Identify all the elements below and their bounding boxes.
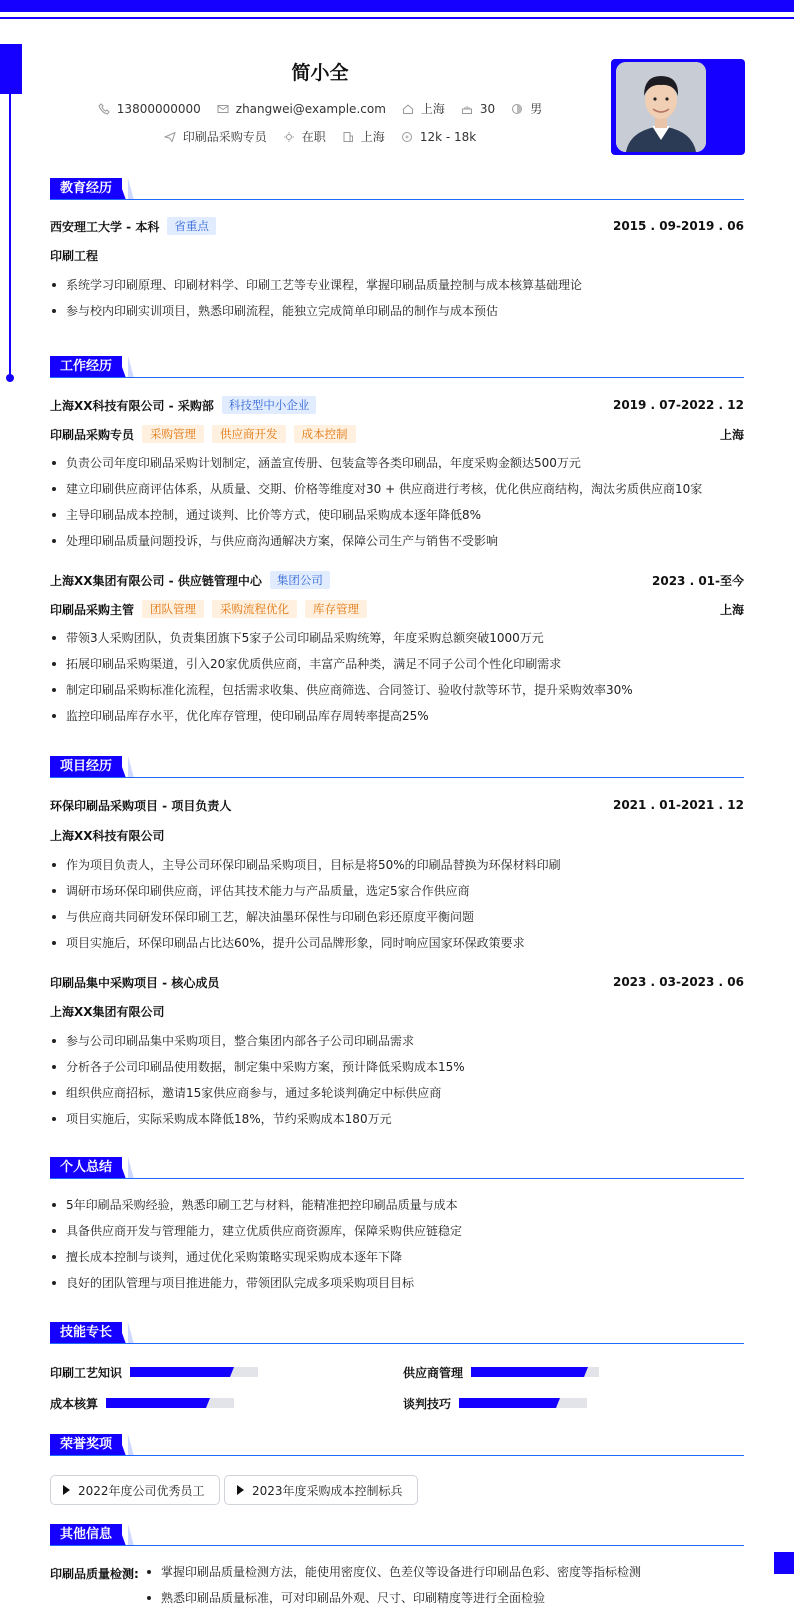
project-1-company-row: [50, 1001, 744, 1021]
work-1-role: 印刷品采购主管: [50, 602, 135, 617]
play-icon: [63, 1485, 70, 1495]
project-0-company-row: [50, 825, 744, 845]
skill-level-fill: [130, 1367, 230, 1377]
work-1-tag: 库存管理: [305, 600, 367, 618]
work-0-date: 2019 . 07-2022 . 12: [612, 398, 744, 412]
contact-gender-text: 男: [530, 102, 543, 116]
other-bullets: [145, 1562, 744, 1614]
section-education-rule: [50, 199, 744, 200]
education-bullets: [50, 275, 744, 327]
list-item: 制定印刷品采购标准化流程，包括需求收集、供应商筛选、合同签订、验收付款等环节，提升采购效率30%: [50, 680, 744, 706]
work-1-header: [50, 570, 744, 590]
list-item: 组织供应商招标，邀请15家供应商参与，通过多轮谈判确定中标供应商: [50, 1083, 744, 1109]
work-1-company: 上海XX集团有限公司 - 供应链管理中心: [50, 573, 262, 588]
profile-photo: [616, 62, 706, 152]
section-projects-tri-light: [128, 756, 134, 778]
section-other: [50, 1524, 744, 1546]
list-item: 拓展印刷品采购渠道，引入20家优质供应商，丰富产品种类，满足不同子公司个性化印刷需求: [50, 654, 744, 680]
list-item: 系统学习印刷原理、印刷材料学、印刷工艺等专业课程，掌握印刷品质量控制与成本核算基础理论: [50, 275, 744, 301]
job-intention-row: [0, 128, 640, 145]
section-work-tri: [118, 356, 126, 378]
list-item: 5年印刷品采购经验，熟悉印刷工艺与材料，能精准把控印刷品质量与成本: [50, 1195, 744, 1221]
contact-row: [0, 100, 640, 117]
top-accent-line: [0, 17, 794, 19]
work-0-company: 上海XX科技有限公司 - 采购部: [50, 398, 214, 413]
section-summary-tri-light: [128, 1157, 134, 1179]
education-school: 西安理工大学 - 本科: [50, 219, 160, 234]
list-item: 处理印刷品质量问题投诉，与供应商沟通解决方案，保障公司生产与销售不受影响: [50, 531, 744, 557]
section-skills: [50, 1322, 744, 1344]
education-date: 2015 . 09-2019 . 06: [612, 219, 744, 233]
contact-phone-text: 13800000000: [116, 101, 201, 116]
section-honors-rule: [50, 1455, 744, 1456]
status-icon: [283, 131, 295, 143]
skill-item: [50, 1393, 234, 1413]
contact-age-text: 30: [479, 101, 496, 116]
work-1-badge: 集团公司: [270, 571, 330, 589]
job-city-text: 上海: [360, 130, 385, 144]
job-position-text: 印刷品采购专员: [182, 130, 267, 144]
skill-item: [403, 1362, 599, 1382]
project-0-bullets: [50, 855, 744, 959]
work-0-tag: 采购管理: [142, 425, 204, 443]
section-honors-title: 荣誉奖项: [50, 1434, 122, 1456]
list-item: 调研市场环保印刷供应商，评估其技术能力与产品质量，选定5家合作供应商: [50, 881, 744, 907]
section-projects-tri: [118, 756, 126, 778]
skill-level-bar: [471, 1367, 599, 1377]
list-item: 作为项目负责人，主导公司环保印刷品采购项目，目标是将50%的印刷品替换为环保材料印刷: [50, 855, 744, 881]
skill-level-fill: [106, 1398, 206, 1408]
job-position: [164, 128, 267, 145]
list-item: 具备供应商开发与管理能力，建立优质供应商资源库，保障采购供应链稳定: [50, 1221, 744, 1247]
list-item: 良好的团队管理与项目推进能力，带领团队完成多项采购项目目标: [50, 1273, 744, 1299]
skill-item: [50, 1362, 258, 1382]
work-0-badge: 科技型中小企业: [222, 396, 317, 414]
building-icon: [342, 131, 354, 143]
work-1-city: 上海: [719, 602, 744, 617]
skill-level-fill: [459, 1398, 556, 1408]
section-summary-title: 个人总结: [50, 1157, 122, 1179]
award-text: 2023年度采购成本控制标兵: [252, 1483, 403, 1498]
contact-email-text: zhangwei@example.com: [235, 101, 386, 116]
job-status-text: 在职: [301, 130, 326, 144]
job-salary: [401, 130, 476, 144]
section-education-title: 教育经历: [50, 178, 122, 200]
skill-name: 供应商管理: [403, 1365, 464, 1380]
job-city: [342, 128, 385, 145]
project-0-date: 2021 . 01-2021 . 12: [612, 798, 744, 812]
work-1-bullets: [50, 628, 744, 732]
list-item: 擅长成本控制与谈判，通过优化采购策略实现采购成本逐年下降: [50, 1247, 744, 1273]
section-summary: [50, 1157, 744, 1179]
gender-icon: [511, 103, 523, 115]
section-work-tri-light: [128, 356, 134, 378]
candidate-name: 简小全: [291, 62, 349, 84]
project-1-header: [50, 972, 744, 992]
skill-name: 谈判技巧: [403, 1396, 452, 1411]
work-0-bullets: [50, 453, 744, 557]
list-item: 参与校内印刷实训项目，熟悉印刷流程，能独立完成简单印刷品的制作与成本预估: [50, 301, 744, 327]
work-0-header: [50, 395, 744, 415]
list-item: 熟悉印刷品质量标准，可对印刷品外观、尺寸、印刷精度等进行全面检验: [145, 1588, 744, 1614]
phone-icon: [98, 103, 110, 115]
section-education-tri-light: [128, 178, 134, 200]
work-0-role: 印刷品采购专员: [50, 427, 135, 442]
skill-level-bar: [106, 1398, 234, 1408]
section-other-tri: [118, 1524, 126, 1546]
skill-level-bar: [459, 1398, 587, 1408]
contact-gender: [511, 100, 542, 117]
contact-age: [461, 102, 495, 116]
contact-location: [402, 100, 445, 117]
list-item: 项目实施后，实际采购成本降低18%，节约采购成本180万元: [50, 1109, 744, 1135]
section-work-title: 工作经历: [50, 356, 122, 378]
section-work: [50, 356, 744, 378]
award-text: 2022年度公司优秀员工: [78, 1483, 205, 1498]
section-summary-tri: [118, 1157, 126, 1179]
section-projects-rule: [50, 777, 744, 778]
award-item: [224, 1475, 418, 1505]
project-0-company: 上海XX科技有限公司: [50, 828, 165, 843]
section-skills-tri-light: [128, 1322, 134, 1344]
section-honors-tri: [118, 1434, 126, 1456]
work-1-tag: 团队管理: [142, 600, 204, 618]
education-header: [50, 216, 744, 236]
work-0-role-row: [50, 424, 744, 444]
project-1-bullets: [50, 1031, 744, 1135]
section-summary-rule: [50, 1178, 744, 1179]
work-0-tag: 成本控制: [294, 425, 356, 443]
list-item: 负责公司年度印刷品采购计划制定，涵盖宣传册、包装盒等各类印刷品，年度采购金额达500万元: [50, 453, 744, 479]
skill-level-fill: [471, 1367, 584, 1377]
education-major-row: [50, 245, 744, 265]
list-item: 项目实施后，环保印刷品占比达60%，提升公司品牌形象，同时响应国家环保政策要求: [50, 933, 744, 959]
project-1-title: 印刷品集中采购项目 - 核心成员: [50, 975, 220, 990]
section-other-title: 其他信息: [50, 1524, 122, 1546]
contact-location-text: 上海: [420, 102, 445, 116]
list-item: 监控印刷品库存水平，优化库存管理，使印刷品库存周转率提高25%: [50, 706, 744, 732]
age-icon: [461, 103, 473, 115]
skill-name: 印刷工艺知识: [50, 1365, 123, 1380]
salary-icon: [401, 131, 413, 143]
section-skills-tri: [118, 1322, 126, 1344]
section-other-rule: [50, 1545, 744, 1546]
list-item: 分析各子公司印刷品使用数据，制定集中采购方案，预计降低采购成本15%: [50, 1057, 744, 1083]
play-icon: [237, 1485, 244, 1495]
award-item: [50, 1475, 220, 1505]
send-icon: [164, 131, 176, 143]
section-education-tri: [118, 178, 126, 200]
other-label: 印刷品质量检测:: [50, 1567, 139, 1581]
section-skills-title: 技能专长: [50, 1322, 122, 1344]
list-item: 掌握印刷品质量检测方法，能使用密度仪、色差仪等设备进行印刷品色彩、密度等指标检测: [145, 1562, 744, 1588]
section-projects-title: 项目经历: [50, 756, 122, 778]
education-badge: 省重点: [167, 217, 216, 235]
skill-item: [403, 1393, 587, 1413]
project-0-title: 环保印刷品采购项目 - 项目负责人: [50, 798, 232, 813]
corner-accent-block: [774, 1552, 794, 1574]
list-item: 建立印刷供应商评估体系，从质量、交期、价格等维度对30 + 供应商进行考核，优化供应商结构，淘汰劣质供应商10家: [50, 479, 744, 505]
education-major: 印刷工程: [50, 248, 99, 263]
job-status: [283, 128, 326, 145]
home-icon: [402, 103, 414, 115]
section-skills-rule: [50, 1343, 744, 1344]
skill-name: 成本核算: [50, 1396, 99, 1411]
work-1-tag: 采购流程优化: [212, 600, 297, 618]
list-item: 带领3人采购团队，负责集团旗下5家子公司印刷品采购统筹，年度采购总额突破1000万元: [50, 628, 744, 654]
contact-phone: [98, 102, 201, 116]
summary-bullets: [50, 1195, 744, 1299]
section-other-tri-light: [128, 1524, 134, 1546]
top-accent-bar: [0, 0, 794, 12]
section-work-rule: [50, 377, 744, 378]
project-0-header: [50, 795, 744, 815]
work-1-role-row: [50, 599, 744, 619]
project-1-company: 上海XX集团有限公司: [50, 1004, 165, 1019]
email-icon: [217, 103, 229, 115]
list-item: 主导印刷品成本控制，通过谈判、比价等方式，使印刷品采购成本逐年降低8%: [50, 505, 744, 531]
job-salary-text: 12k - 18k: [419, 129, 477, 144]
list-item: 参与公司印刷品集中采购项目，整合集团内部各子公司印刷品需求: [50, 1031, 744, 1057]
project-1-date: 2023 . 03-2023 . 06: [612, 975, 744, 989]
work-0-city: 上海: [719, 427, 744, 442]
side-accent-dot: [6, 374, 14, 382]
section-education: [50, 178, 744, 200]
section-honors-tri-light: [128, 1434, 134, 1456]
list-item: 与供应商共同研发环保印刷工艺，解决油墨环保性与印刷色彩还原度平衡问题: [50, 907, 744, 933]
work-0-tag: 供应商开发: [212, 425, 286, 443]
skill-level-bar: [130, 1367, 258, 1377]
section-honors: [50, 1434, 744, 1456]
contact-email: [217, 102, 386, 116]
work-1-date: 2023 . 01-至今: [652, 573, 744, 588]
section-projects: [50, 756, 744, 778]
